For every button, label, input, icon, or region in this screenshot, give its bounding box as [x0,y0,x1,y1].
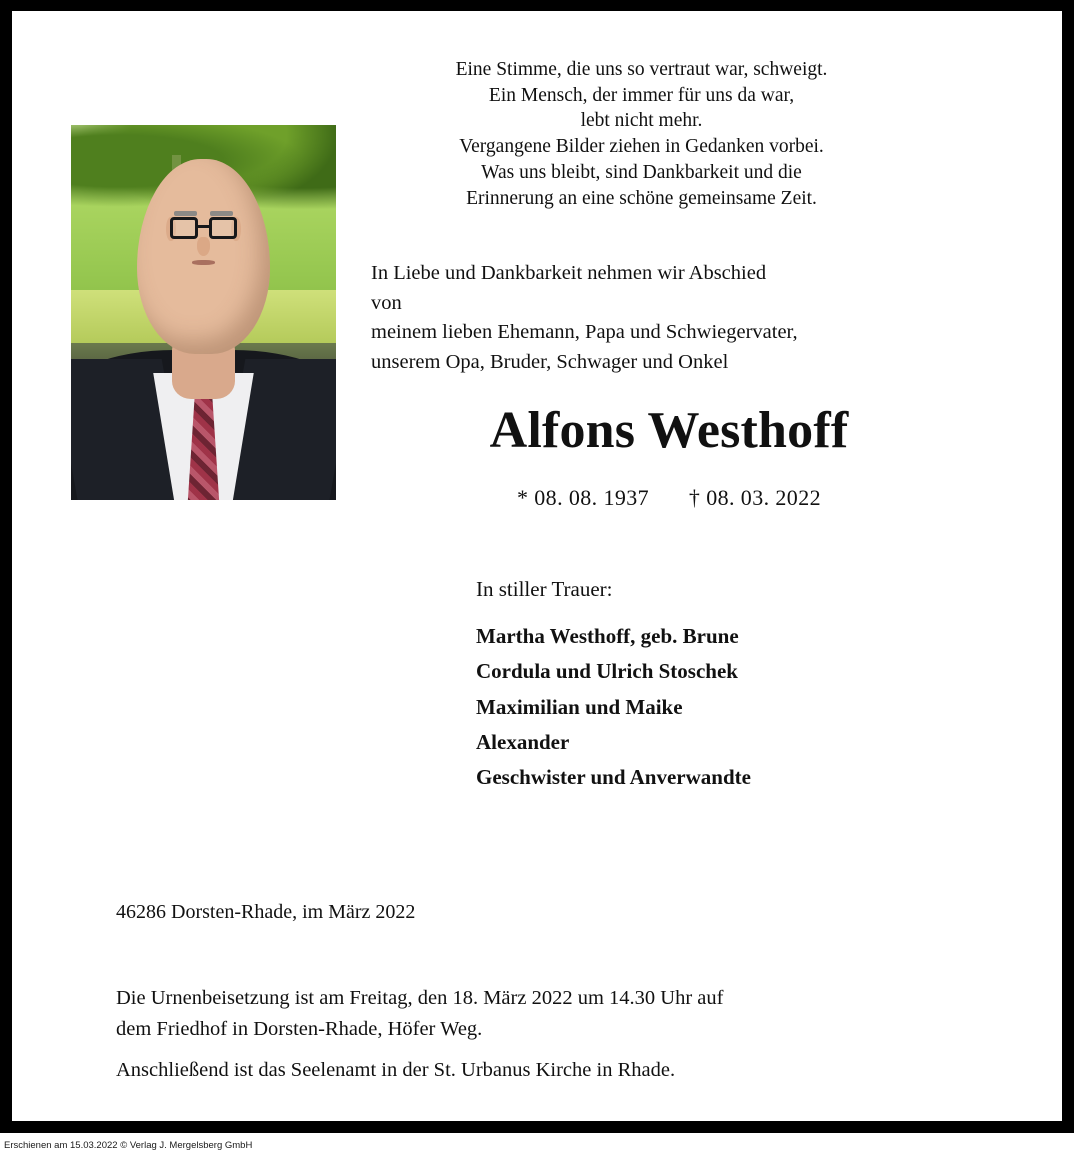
portrait-photo [71,125,336,500]
poem-line: Erinnerung an eine schöne gemeinsame Zeit. [466,187,817,209]
mass-details: Anschließend ist das Seelenamt in der St. Urbanus Kirche in Rhade. [116,1059,676,1081]
dedication-block [371,259,971,378]
photo-eyebrow-left [174,211,197,216]
obituary-card [12,11,1062,1121]
list-item: Alexander [476,729,570,754]
funeral-details [116,983,946,1045]
list-item: Cordula und Ulrich Stoschek [476,659,738,684]
dedication-line: In Liebe und Dankbarkeit nehmen wir Abschied [371,262,767,284]
photo-glasses-bridge [198,225,209,228]
poem-line: Ein Mensch, der immer für uns da war, [488,84,795,106]
photo-mouth [192,260,216,265]
photo-lens-left [170,217,198,238]
list-item: Martha Westhoff, geb. Brune [476,624,739,648]
funeral-line: dem Friedhof in Dorsten-Rhade, Höfer Weg. [116,1017,483,1040]
death-date: † 08. 03. 2022 [688,485,822,510]
glasses-icon [170,217,236,238]
funeral-line: Die Urnenbeisetzung ist am Freitag, den 18. März 2022 um 14.30 Uhr auf [116,987,724,1009]
birth-date: * 08. 08. 1937 [516,485,650,510]
mourners-list [476,619,751,795]
place-and-date: 46286 Dorsten-Rhade, im März 2022 [116,901,416,923]
mourning-label: In stiller Trauer: [476,577,613,601]
poem-line: Was uns bleibt, sind Dankbarkeit und die [481,161,802,183]
list-item: Maximilian und Maike [476,694,683,719]
list-item: Geschwister und Anverwandte [476,765,751,790]
footer-text: Erschienen am 15.03.2022 © Verlag J. Mergelsberg GmbH [4,1139,253,1151]
dedication-line: meinem lieben Ehemann, Papa und Schwiegervater, [371,321,798,344]
photo-head [137,159,270,354]
photo-eyebrow-right [210,211,233,216]
poem-line: Vergangene Bilder ziehen in Gedanken vorbei. [459,136,824,158]
poem-line: lebt nicht mehr. [580,110,703,132]
deceased-name: Alfons Westhoff [489,402,849,459]
poem-line: Eine Stimme, die uns so vertraut war, schweigt. [455,59,828,80]
photo-nose [197,237,210,257]
dedication-line: unserem Opa, Bruder, Schwager und Onkel [371,351,729,374]
dedication-line: von [371,291,402,314]
poem-block [369,57,914,211]
life-dates [369,485,969,511]
photo-lens-right [209,217,237,238]
footer-publication-note [0,1133,1074,1157]
